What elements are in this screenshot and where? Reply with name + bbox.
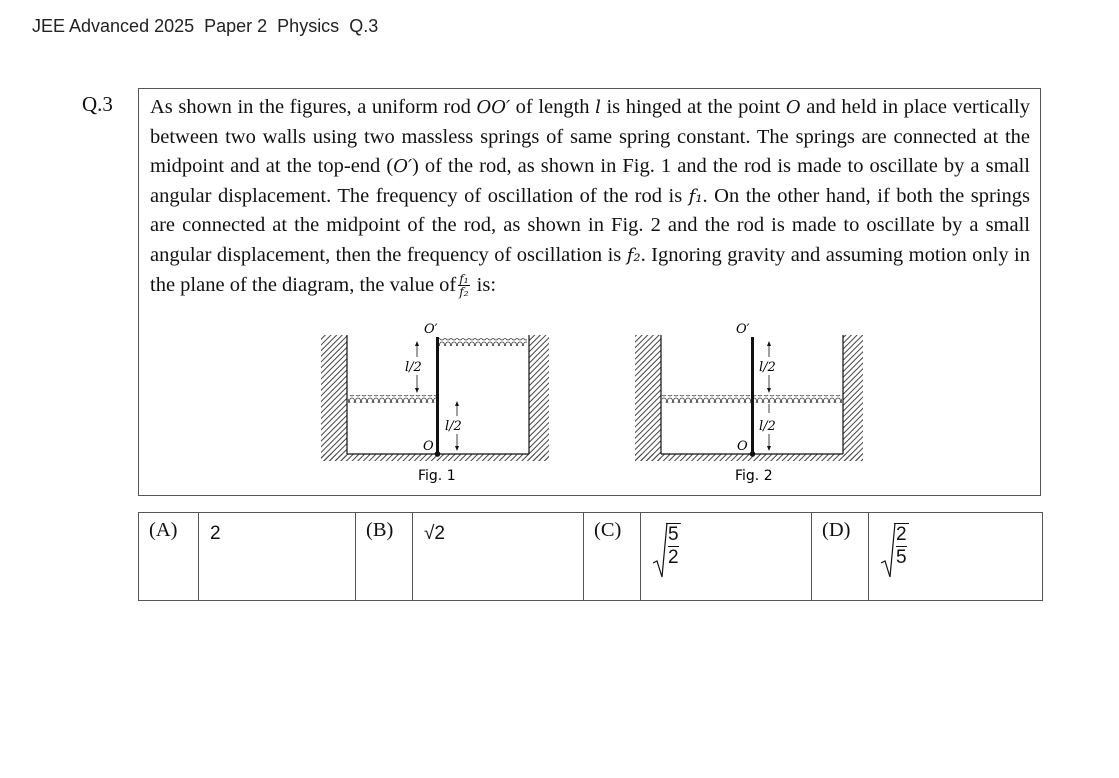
fig2-rod (751, 337, 754, 454)
question-box (138, 88, 1041, 496)
option-c-value[interactable] (641, 513, 812, 601)
fig2-floor (635, 454, 863, 461)
fig1-mid-spring (348, 395, 436, 403)
ratio-fraction: $\frac{\text{f₁}}{\text{f₂}}$ (459, 272, 469, 300)
fig1-top-label: O′ (424, 322, 438, 337)
fig1-diagram (321, 322, 549, 484)
option-b-label[interactable]: (B) (356, 513, 413, 601)
fig1-upper-half-label: l/2 (405, 360, 422, 375)
fig1-hinge (435, 451, 441, 457)
option-d-sqrt: $\frac{2}{5}$ (880, 523, 909, 569)
page-header: JEE Advanced 2025 Paper 2 Physics Q.3 (32, 16, 379, 36)
fig2-diagram (635, 322, 863, 484)
option-a-value[interactable]: 2 (199, 513, 356, 601)
figures (139, 317, 1042, 487)
fig2-right-wall (843, 335, 863, 461)
option-d-label[interactable]: (D) (812, 513, 869, 601)
option-a-label[interactable]: (A) (139, 513, 199, 601)
fig1-left-wall (321, 335, 347, 461)
fig1-rod (436, 337, 439, 454)
option-c-sqrt: $\frac{5}{2}$ (652, 523, 681, 569)
fig2-upper-half-label: l/2 (759, 360, 776, 375)
fig1-top-spring (439, 338, 527, 346)
question-number: Q.3 (82, 92, 113, 116)
fig2-bottom-label: O (737, 439, 748, 454)
fig2-left-wall (635, 335, 661, 461)
options-table (138, 512, 1043, 601)
fig1-bottom-label: O (423, 439, 434, 454)
fig1-lower-half-label: l/2 (445, 419, 462, 434)
fig1-caption: Fig. 1 (418, 468, 456, 484)
question-text: As shown in the figures, a uniform rod OO′ of length l is hinged at the point O and held in place vertically between two walls using two massless springs of same spring constant. The springs are connected at the midpoint and at the top-end (O′) of the rod, as shown in Fig. 1 and the rod is made to oscillate by a small angular displacement. The frequency of oscillation of the rod is f₁. On the other hand, if both the springs are connected at the midpoint of the rod, as shown in Fig. 2 and the rod is made to oscillate by a small angular displacement, then the frequency of oscillation is f₂. Ignoring gravity and assuming motion only in the plane of the diagram, the value of $\frac{\text{f₁}}{\text{f₂}}$ is: (150, 96, 1031, 300)
fig2-right-spring (754, 395, 842, 403)
option-b-value[interactable]: √2 (413, 513, 584, 601)
fig2-hinge (750, 451, 756, 457)
option-c-label[interactable]: (C) (584, 513, 641, 601)
fig2-caption: Fig. 2 (735, 468, 773, 484)
fig2-lower-half-label: l/2 (759, 419, 776, 434)
fig2-top-label: O′ (736, 322, 750, 337)
sqrt-icon (652, 523, 668, 579)
sqrt-icon (880, 523, 896, 579)
fig2-left-spring (662, 395, 751, 403)
fig1-right-wall (529, 335, 549, 461)
option-d-value[interactable] (869, 513, 1043, 601)
